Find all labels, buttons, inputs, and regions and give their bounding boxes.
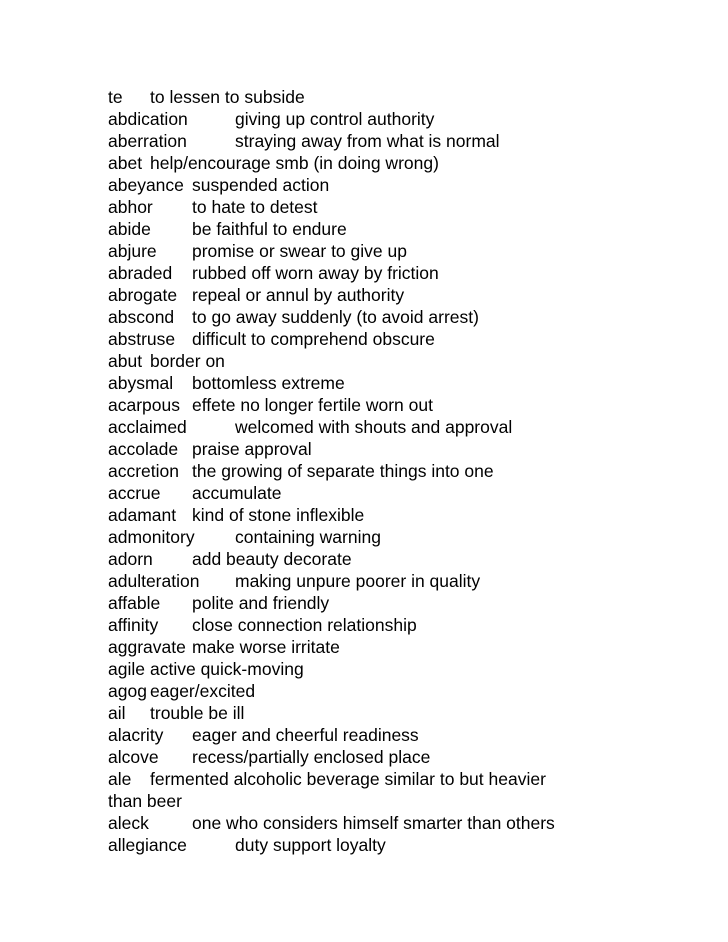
entry-term: affinity [108, 615, 159, 635]
entry-definition: recess/partially enclosed place [192, 747, 431, 767]
entry-term: te [108, 87, 123, 107]
entry-definition: be faithful to endure [192, 219, 347, 239]
entry-definition: suspended action [192, 175, 330, 195]
entry-definition: welcomed with shouts and approval [235, 417, 513, 437]
entry-term: adorn [108, 549, 153, 569]
entry-definition: make worse irritate [192, 637, 340, 657]
entry-term: aberration [108, 131, 187, 151]
entry-term: allegiance [108, 835, 187, 855]
entry-term: abdication [108, 109, 188, 129]
entry-definition: than beer [108, 791, 182, 811]
entry-definition: bottomless extreme [192, 373, 345, 393]
entry-term: abjure [108, 241, 157, 261]
entry-term: accrue [108, 483, 161, 503]
entry-definition: active quick-moving [150, 659, 304, 679]
entry-term: agog [108, 681, 147, 701]
entry-definition: fermented alcoholic beverage similar to but heavier [150, 769, 546, 789]
entry-term: abrogate [108, 285, 178, 305]
entry-definition: the growing of separate things into one [192, 461, 494, 481]
entry-term: abeyance [108, 175, 184, 195]
entry-definition: eager/excited [150, 681, 256, 701]
entry-term: abysmal [108, 373, 174, 393]
entry-definition: making unpure poorer in quality [235, 571, 481, 591]
entry-definition: rubbed off worn away by friction [192, 263, 439, 283]
entry-definition: effete no longer fertile worn out [192, 395, 433, 415]
entry-term: acarpous [108, 395, 180, 415]
entry-term: ale [108, 769, 132, 789]
entry-definition: straying away from what is normal [235, 131, 500, 151]
entry-term: alacrity [108, 725, 164, 745]
entry-definition: eager and cheerful readiness [192, 725, 419, 745]
entry-definition: accumulate [192, 483, 282, 503]
entry-term: accolade [108, 439, 179, 459]
entry-definition: to go away suddenly (to avoid arrest) [192, 307, 479, 327]
entry-definition: containing warning [235, 527, 381, 547]
entry-term: aggravate [108, 637, 186, 657]
entry-definition: close connection relationship [192, 615, 417, 635]
entry-definition: border on [150, 351, 225, 371]
entry-term: admonitory [108, 527, 195, 547]
entry-definition: giving up control authority [235, 109, 435, 129]
entry-term: adulteration [108, 571, 200, 591]
entry-definition: one who considers himself smarter than others [192, 813, 555, 833]
entry-definition: difficult to comprehend obscure [192, 329, 435, 349]
entry-definition: trouble be ill [150, 703, 245, 723]
entry-term: abide [108, 219, 151, 239]
entry-definition: to hate to detest [192, 197, 318, 217]
entry-term: abscond [108, 307, 175, 327]
entry-term: abhor [108, 197, 153, 217]
entry-term: abstruse [108, 329, 176, 349]
entry-term: agile [108, 659, 145, 679]
entry-term: abut [108, 351, 143, 371]
entry-term: alcove [108, 747, 159, 767]
entry-term: acclaimed [108, 417, 187, 437]
entry-term: aleck [108, 813, 149, 833]
entry-term: ail [108, 703, 126, 723]
entry-definition: praise approval [192, 439, 312, 459]
entry-term: accretion [108, 461, 180, 481]
entry-definition: duty support loyalty [235, 835, 386, 855]
entry-definition: add beauty decorate [192, 549, 352, 569]
entry-term: adamant [108, 505, 177, 525]
entry-definition: promise or swear to give up [192, 241, 407, 261]
entry-term: abet [108, 153, 143, 173]
entry-definition: polite and friendly [192, 593, 330, 613]
entry-term: abraded [108, 263, 173, 283]
entry-definition: to lessen to subside [150, 87, 305, 107]
entry-term: affable [108, 593, 161, 613]
entry-definition: kind of stone inflexible [192, 505, 365, 525]
entry-definition: help/encourage smb (in doing wrong) [150, 153, 439, 173]
entry-definition: repeal or annul by authority [192, 285, 405, 305]
